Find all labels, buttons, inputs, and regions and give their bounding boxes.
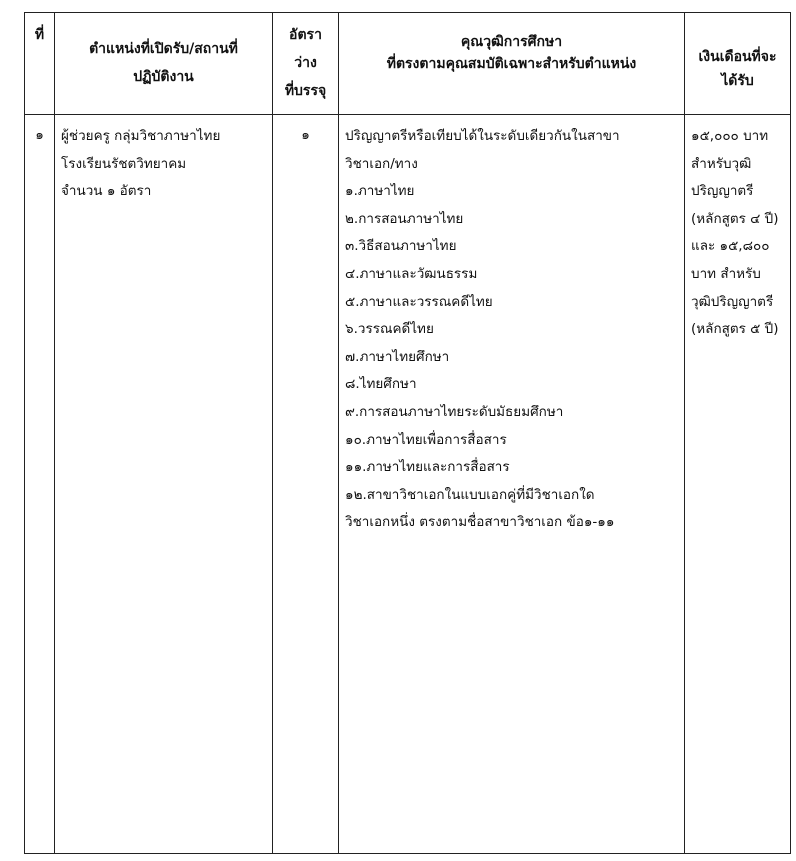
salary-line: ปริญญาตรี	[691, 183, 754, 200]
qualification-line: ๙.การสอนภาษาไทยระดับมัธยมศึกษา	[345, 403, 564, 420]
header-position-line: ตำแหน่งที่เปิดรับ/สถานที่	[89, 41, 238, 57]
row-no-text: ๑	[35, 127, 44, 143]
header-position-line: ปฏิบัติงาน	[133, 69, 194, 85]
header-qualification	[339, 13, 685, 115]
job-vacancy-table	[24, 12, 791, 854]
header-qualification-line: ที่ตรงตามคุณสมบัติเฉพาะสำหรับตำแหน่ง	[386, 56, 637, 72]
salary-line: ๑๕,๐๐๐ บาท	[691, 128, 769, 144]
salary-line: วุฒิปริญญาตรี	[691, 293, 774, 310]
qualification-line: ๕.ภาษาและวรรณคดีไทย	[345, 293, 493, 310]
table-header-row	[25, 13, 791, 115]
salary-line: สำหรับวุฒิ	[691, 155, 752, 172]
qualification-line: ๗.ภาษาไทยศึกษา	[345, 348, 450, 365]
header-no-text: ที่	[34, 27, 45, 43]
position-line: ผู้ช่วยครู กลุ่มวิชาภาษาไทย	[61, 128, 221, 144]
header-vacancy-line: ที่บรรจุ	[284, 83, 327, 99]
row-salary	[685, 115, 791, 854]
qualification-line: ๖.วรรณคดีไทย	[345, 321, 434, 338]
header-vacancy	[273, 13, 339, 115]
qualification-line: ๘.ไทยศึกษา	[345, 376, 417, 393]
qualification-line: ๑๐.ภาษาไทยเพื่อการสื่อสาร	[345, 431, 507, 448]
header-no	[25, 13, 55, 115]
header-vacancy-line: อัตรา	[289, 27, 322, 43]
qualification-line: ๓.วิธีสอนภาษาไทย	[345, 238, 457, 255]
salary-line: (หลักสูตร ๕ ปี)	[691, 321, 779, 338]
header-salary	[685, 13, 791, 115]
position-line: โรงเรียนรัชตวิทยาคม	[61, 155, 187, 172]
qualification-line: ๑๒.สาขาวิชาเอกในแบบเอกคู่ที่มีวิชาเอกใด	[345, 486, 595, 503]
position-line: จำนวน ๑ อัตรา	[61, 183, 152, 200]
header-qualification-line: คุณวุฒิการศึกษา	[460, 34, 563, 50]
salary-line: และ ๑๕,๘๐๐	[691, 238, 770, 255]
header-vacancy-line: ว่าง	[294, 55, 317, 71]
qualification-line: วิชาเอกหนึ่ง ตรงตามชื่อสาขาวิชาเอก ข้อ๑-๑๑	[345, 514, 615, 531]
row-vacancy	[273, 115, 339, 854]
salary-line: (หลักสูตร ๔ ปี)	[691, 210, 779, 227]
header-salary-line: ได้รับ	[721, 73, 754, 89]
qualification-line: วิชาเอก/ทาง	[345, 155, 418, 172]
qualification-line: ๒.การสอนภาษาไทย	[345, 210, 464, 227]
qualification-line: ๔.ภาษาและวัฒนธรรม	[345, 265, 478, 282]
row-qualification	[339, 115, 685, 854]
qualification-line: ๑.ภาษาไทย	[345, 183, 415, 200]
header-position	[55, 13, 273, 115]
header-salary-line: เงินเดือนที่จะ	[698, 49, 777, 65]
qualification-line: ปริญญาตรีหรือเทียบได้ในระดับเดียวกันในสาขา	[345, 128, 620, 144]
salary-line: บาท สำหรับ	[691, 265, 761, 282]
table-row	[25, 115, 791, 854]
row-no	[25, 115, 55, 854]
qualification-line: ๑๑.ภาษาไทยและการสื่อสาร	[345, 459, 510, 476]
row-position	[55, 115, 273, 854]
row-vacancy-text: ๑	[301, 127, 310, 143]
